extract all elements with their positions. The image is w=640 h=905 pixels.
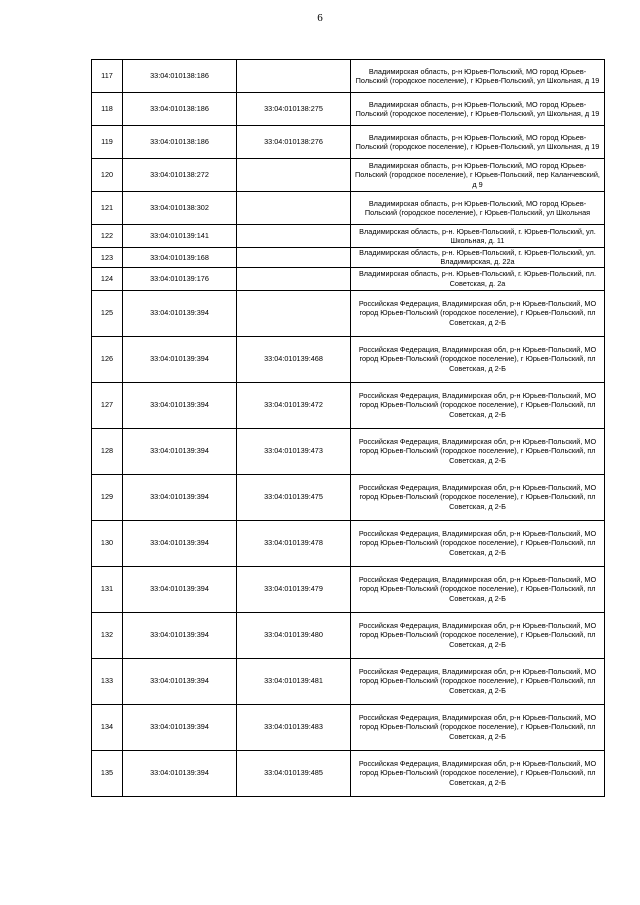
row-number: 119 — [92, 126, 123, 159]
cadastral-number: 33:04:010138:186 — [123, 126, 237, 159]
premises-cadastral-number — [237, 60, 351, 93]
address: Владимирская область, р-н Юрьев-Польский, МО город Юрьев-Польский (городское поселение), г Юрьев-Польский, ул Школьная, д 19 — [351, 60, 605, 93]
cadastral-number: 33:04:010139:394 — [123, 474, 237, 520]
premises-cadastral-number: 33:04:010139:473 — [237, 428, 351, 474]
address: Российская Федерация, Владимирская обл, р-н Юрьев-Польский, МО город Юрьев-Польский (городское поселение), г Юрьев-Польский, пл Советская, д 2-Б — [351, 658, 605, 704]
row-number: 124 — [92, 267, 123, 290]
cadastral-number: 33:04:010139:141 — [123, 225, 237, 248]
row-number: 120 — [92, 159, 123, 192]
cadastral-number: 33:04:010139:394 — [123, 428, 237, 474]
premises-cadastral-number: 33:04:010139:480 — [237, 612, 351, 658]
table-row — [92, 290, 605, 336]
premises-cadastral-number — [237, 290, 351, 336]
table-row — [92, 520, 605, 566]
cadastral-number: 33:04:010138:272 — [123, 159, 237, 192]
table-row — [92, 192, 605, 225]
table-row — [92, 248, 605, 268]
table-row — [92, 225, 605, 248]
premises-cadastral-number: 33:04:010139:481 — [237, 658, 351, 704]
page-number: 6 — [317, 12, 323, 24]
row-number: 117 — [92, 60, 123, 93]
address: Российская Федерация, Владимирская обл, р-н Юрьев-Польский, МО город Юрьев-Польский (городское поселение), г Юрьев-Польский, пл Советская, д 2-Б — [351, 612, 605, 658]
address: Российская Федерация, Владимирская обл, р-н Юрьев-Польский, МО город Юрьев-Польский (городское поселение), г Юрьев-Польский, пл Советская, д 2-Б — [351, 520, 605, 566]
cadastral-number: 33:04:010139:176 — [123, 267, 237, 290]
cadastral-number: 33:04:010139:394 — [123, 704, 237, 750]
premises-cadastral-number: 33:04:010139:478 — [237, 520, 351, 566]
cadastral-number: 33:04:010138:186 — [123, 60, 237, 93]
address: Владимирская область, р-н Юрьев-Польский, МО город Юрьев-Польский (городское поселение), г Юрьев-Польский, пер Каланчевский, д 9 — [351, 159, 605, 192]
premises-cadastral-number: 33:04:010139:468 — [237, 336, 351, 382]
row-number: 134 — [92, 704, 123, 750]
row-number: 123 — [92, 248, 123, 268]
premises-cadastral-number — [237, 192, 351, 225]
cadastral-number: 33:04:010139:394 — [123, 612, 237, 658]
row-number: 127 — [92, 382, 123, 428]
premises-cadastral-number: 33:04:010139:479 — [237, 566, 351, 612]
address: Владимирская область, р-н. Юрьев-Польский, г. Юрьев-Польский, ул. Школьная, д. 11 — [351, 225, 605, 248]
table-row — [92, 612, 605, 658]
premises-cadastral-number — [237, 159, 351, 192]
address: Владимирская область, р-н. Юрьев-Польский, г. Юрьев-Польский, пл. Советская, д. 2а — [351, 267, 605, 290]
address: Российская Федерация, Владимирская обл, р-н Юрьев-Польский, МО город Юрьев-Польский (городское поселение), г Юрьев-Польский, пл Советская, д 2-Б — [351, 382, 605, 428]
table-row — [92, 159, 605, 192]
cadastral-number: 33:04:010139:394 — [123, 566, 237, 612]
premises-cadastral-number: 33:04:010139:472 — [237, 382, 351, 428]
row-number: 133 — [92, 658, 123, 704]
row-number: 126 — [92, 336, 123, 382]
cadastral-number: 33:04:010139:394 — [123, 658, 237, 704]
row-number: 135 — [92, 750, 123, 796]
cadastral-number: 33:04:010138:302 — [123, 192, 237, 225]
premises-cadastral-number — [237, 267, 351, 290]
premises-cadastral-number — [237, 225, 351, 248]
address: Владимирская область, р-н Юрьев-Польский, МО город Юрьев-Польский (городское поселение), г Юрьев-Польский, ул Школьная — [351, 192, 605, 225]
row-number: 125 — [92, 290, 123, 336]
address: Владимирская область, р-н. Юрьев-Польский, г. Юрьев-Польский, ул. Владимирская, д. 22а — [351, 248, 605, 268]
row-number: 130 — [92, 520, 123, 566]
cadastral-number: 33:04:010139:394 — [123, 520, 237, 566]
premises-cadastral-number: 33:04:010138:275 — [237, 93, 351, 126]
cadastral-number: 33:04:010139:394 — [123, 382, 237, 428]
address: Российская Федерация, Владимирская обл, р-н Юрьев-Польский, МО город Юрьев-Польский (городское поселение), г Юрьев-Польский, пл Советская, д 2-Б — [351, 290, 605, 336]
cadastral-number: 33:04:010139:168 — [123, 248, 237, 268]
cadastral-number: 33:04:010139:394 — [123, 336, 237, 382]
table-row — [92, 267, 605, 290]
table-row — [92, 566, 605, 612]
address: Владимирская область, р-н Юрьев-Польский, МО город Юрьев-Польский (городское поселение), г Юрьев-Польский, ул Школьная, д 19 — [351, 126, 605, 159]
premises-cadastral-number: 33:04:010139:475 — [237, 474, 351, 520]
address: Российская Федерация, Владимирская обл, р-н Юрьев-Польский, МО город Юрьев-Польский (городское поселение), г Юрьев-Польский, пл Советская, д 2-Б — [351, 428, 605, 474]
row-number: 131 — [92, 566, 123, 612]
premises-cadastral-number: 33:04:010139:485 — [237, 750, 351, 796]
row-number: 118 — [92, 93, 123, 126]
premises-cadastral-number: 33:04:010138:276 — [237, 126, 351, 159]
cadastral-number: 33:04:010139:394 — [123, 290, 237, 336]
premises-cadastral-number: 33:04:010139:483 — [237, 704, 351, 750]
cadastral-number: 33:04:010138:186 — [123, 93, 237, 126]
registry-table — [91, 59, 605, 797]
table-row — [92, 93, 605, 126]
table-row — [92, 60, 605, 93]
row-number: 129 — [92, 474, 123, 520]
address: Владимирская область, р-н Юрьев-Польский, МО город Юрьев-Польский (городское поселение), г Юрьев-Польский, ул Школьная, д 19 — [351, 93, 605, 126]
row-number: 132 — [92, 612, 123, 658]
table-row — [92, 658, 605, 704]
address: Российская Федерация, Владимирская обл, р-н Юрьев-Польский, МО город Юрьев-Польский (городское поселение), г Юрьев-Польский, пл Советская, д 2-Б — [351, 566, 605, 612]
row-number: 122 — [92, 225, 123, 248]
cadastral-number: 33:04:010139:394 — [123, 750, 237, 796]
row-number: 128 — [92, 428, 123, 474]
row-number: 121 — [92, 192, 123, 225]
premises-cadastral-number — [237, 248, 351, 268]
table-row — [92, 382, 605, 428]
table-row — [92, 428, 605, 474]
address: Российская Федерация, Владимирская обл, р-н Юрьев-Польский, МО город Юрьев-Польский (городское поселение), г Юрьев-Польский, пл Советская, д 2-Б — [351, 750, 605, 796]
address: Российская Федерация, Владимирская обл, р-н Юрьев-Польский, МО город Юрьев-Польский (городское поселение), г Юрьев-Польский, пл Советская, д 2-Б — [351, 336, 605, 382]
address: Российская Федерация, Владимирская обл, р-н Юрьев-Польский, МО город Юрьев-Польский (городское поселение), г Юрьев-Польский, пл Советская, д 2-Б — [351, 474, 605, 520]
table-row — [92, 750, 605, 796]
table-row — [92, 704, 605, 750]
table-row — [92, 336, 605, 382]
table-row — [92, 474, 605, 520]
address: Российская Федерация, Владимирская обл, р-н Юрьев-Польский, МО город Юрьев-Польский (городское поселение), г Юрьев-Польский, пл Советская, д 2-Б — [351, 704, 605, 750]
table-row — [92, 126, 605, 159]
